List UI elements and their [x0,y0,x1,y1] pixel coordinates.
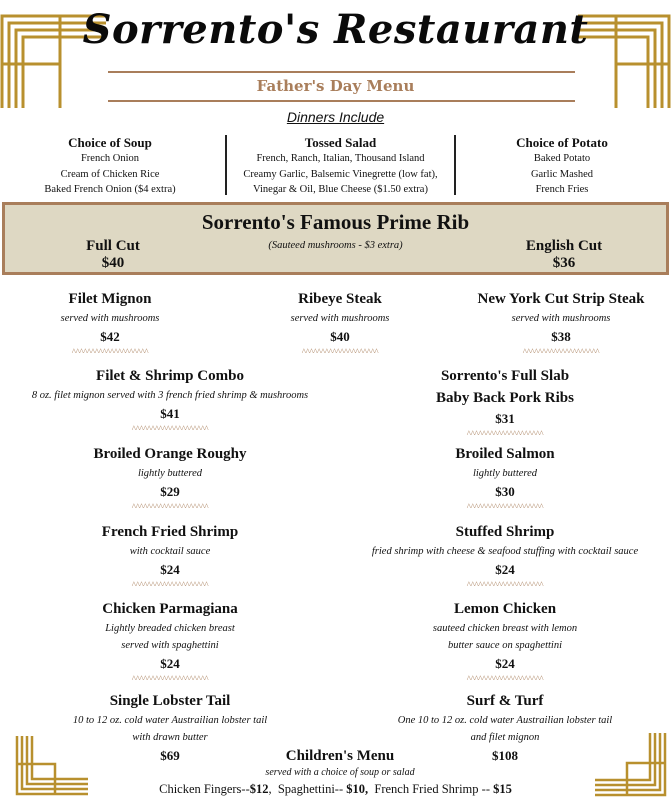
prime-rib-box [2,202,669,275]
caret-divider: ^^^^^^^^^^^^^^^^^^^^ [466,429,544,439]
item-description-line2: and filet mignon [470,732,540,743]
potato-option: Baked Potato [533,153,591,164]
item-price: $24 [160,656,180,671]
english-cut [504,238,624,272]
item-description: served with mushrooms [290,313,390,324]
caret-divider: ^^^^^^^^^^^^^^^^^^^^ [131,580,209,590]
item-price: $24 [495,562,515,577]
menu-item-pork-ribs [355,365,655,439]
caret-divider: ^^^^^^^^^^^^^^^^^^^^ [466,580,544,590]
item-description: fried shrimp with cheese & seafood stuffing with cocktail sauce [371,546,639,557]
caret-divider: ^^^^^^^^^^^^^^^^^^^^ [466,502,544,512]
childrens-menu [140,746,540,779]
menu-item-french-fried-shrimp [30,521,310,590]
item-name: Sorrento's Full Slab [440,368,570,384]
kids-item-label: Spaghettini-- [277,782,347,796]
full-cut [53,238,173,272]
salad-choices [228,134,453,198]
item-name: Surf & Turf [466,693,544,709]
english-cut-name: English Cut [525,238,603,254]
item-description: 10 to 12 oz. cold water Austrailian lobster tail [72,715,268,726]
soup-option: Cream of Chicken Rice [60,168,160,180]
item-price: $69 [160,748,180,763]
item-description: served with mushrooms [60,313,160,324]
column-divider [225,135,227,195]
item-name: French Fried Shrimp [101,524,239,540]
english-cut-price: $36 [552,255,576,271]
item-name: New York Cut Strip Steak [477,291,645,307]
item-name: Broiled Orange Roughy [93,446,247,462]
item-price: $24 [495,656,515,671]
item-name: Single Lobster Tail [109,693,231,709]
item-price: $41 [160,406,180,421]
menu-item-filet-mignon [10,288,210,357]
item-price: $108 [492,748,518,763]
item-description: sauteed chicken breast with lemon [432,623,578,634]
item-description-line2: butter sauce on spaghettini [447,640,563,651]
soup-option: Baked French Onion ($4 extra) [44,184,176,195]
menu-item-filet-shrimp-combo [0,365,340,434]
kids-item-label: French Fried Shrimp -- [374,782,494,796]
potato-choices [462,134,662,198]
menu-item-broiled-salmon [355,443,655,512]
kids-item-price: $15 [493,782,512,796]
item-price: $42 [100,329,120,344]
menu-item-ny-strip-steak [451,288,671,357]
header-rule-bottom [108,100,575,102]
item-name: Ribeye Steak [298,291,382,307]
soup-choices [10,134,210,198]
dinners-include-heading: Dinners Include [286,109,385,125]
item-description: One 10 to 12 oz. cold water Austrailian lobster tail [397,715,613,726]
menu-subtitle: Father's Day Menu [256,77,415,95]
caret-divider: ^^^^^^^^^^^^^^^^^^^^ [131,674,209,684]
item-name: Chicken Parmagiana [102,601,238,617]
menu-item-lemon-chicken [355,598,655,684]
item-description: Lightly breaded chicken breast [105,623,235,634]
salad-option: Vinegar & Oil, Blue Cheese ($1.50 extra) [253,184,428,195]
menu-item-stuffed-shrimp [345,521,665,590]
childrens-menu-title: Children's Menu [285,748,395,764]
item-description: served with mushrooms [511,313,611,324]
restaurant-title: Sorrento's Restaurant [82,6,589,53]
full-cut-name: Full Cut [86,238,140,254]
prime-rib-title: Sorrento's Famous Prime Rib [201,210,470,234]
caret-divider: ^^^^^^^^^^^^^^^^^^^^ [301,347,379,357]
kids-item-price: $12 [249,782,269,796]
item-price: $24 [160,562,180,577]
potato-option: French Fries [535,184,589,195]
header-rule-top [108,71,575,73]
item-price: $31 [495,411,515,426]
item-price: $30 [495,484,515,499]
item-name: Filet Mignon [68,291,152,307]
caret-divider: ^^^^^^^^^^^^^^^^^^^^ [522,347,600,357]
item-description: with cocktail sauce [129,546,211,557]
item-description: lightly buttered [472,468,538,479]
potato-option: Garlic Mashed [530,168,594,180]
menu-item-chicken-parmagiana [30,598,310,684]
item-price: $40 [330,329,350,344]
item-name-line2: Baby Back Pork Ribs [436,390,574,406]
salad-option: Creamy Garlic, Balsemic Vinegrette (low fat), [243,168,438,180]
childrens-menu-items: Chicken Fingers--$12, Spaghettini-- $10, French Fried Shrimp -- $15 [159,782,512,796]
item-name: Filet & Shrimp Combo [96,368,244,384]
column-divider [454,135,456,195]
item-description-line2: with drawn butter [132,732,208,743]
childrens-menu-note: served with a choice of soup or salad [265,767,415,778]
item-description: 8 oz. filet mignon served with 3 french fried shrimp & mushrooms [31,390,309,401]
caret-divider: ^^^^^^^^^^^^^^^^^^^^ [131,424,209,434]
menu-item-ribeye-steak [240,288,440,357]
item-description-line2: served with spaghettini [121,640,219,651]
salad-option: French, Ranch, Italian, Thousand Island [256,153,425,164]
item-name: Stuffed Shrimp [455,524,555,540]
kids-item-price: $10, [346,782,369,796]
prime-rib-note: (Sauteed mushrooms - $3 extra) [268,240,403,251]
potato-heading: Choice of Potato [516,135,608,150]
menu-item-orange-roughy [30,443,310,512]
soup-heading: Choice of Soup [68,135,152,150]
item-name: Lemon Chicken [453,601,557,617]
item-description: lightly buttered [137,468,203,479]
item-price: $29 [160,484,180,499]
item-name: Broiled Salmon [455,446,555,462]
caret-divider: ^^^^^^^^^^^^^^^^^^^^ [131,502,209,512]
soup-option: French Onion [80,153,140,164]
item-price: $38 [551,329,571,344]
caret-divider: ^^^^^^^^^^^^^^^^^^^^ [466,674,544,684]
full-cut-price: $40 [101,255,125,271]
kids-item-label: Chicken Fingers-- [159,782,250,796]
salad-heading: Tossed Salad [304,135,377,150]
caret-divider: ^^^^^^^^^^^^^^^^^^^^ [71,347,149,357]
